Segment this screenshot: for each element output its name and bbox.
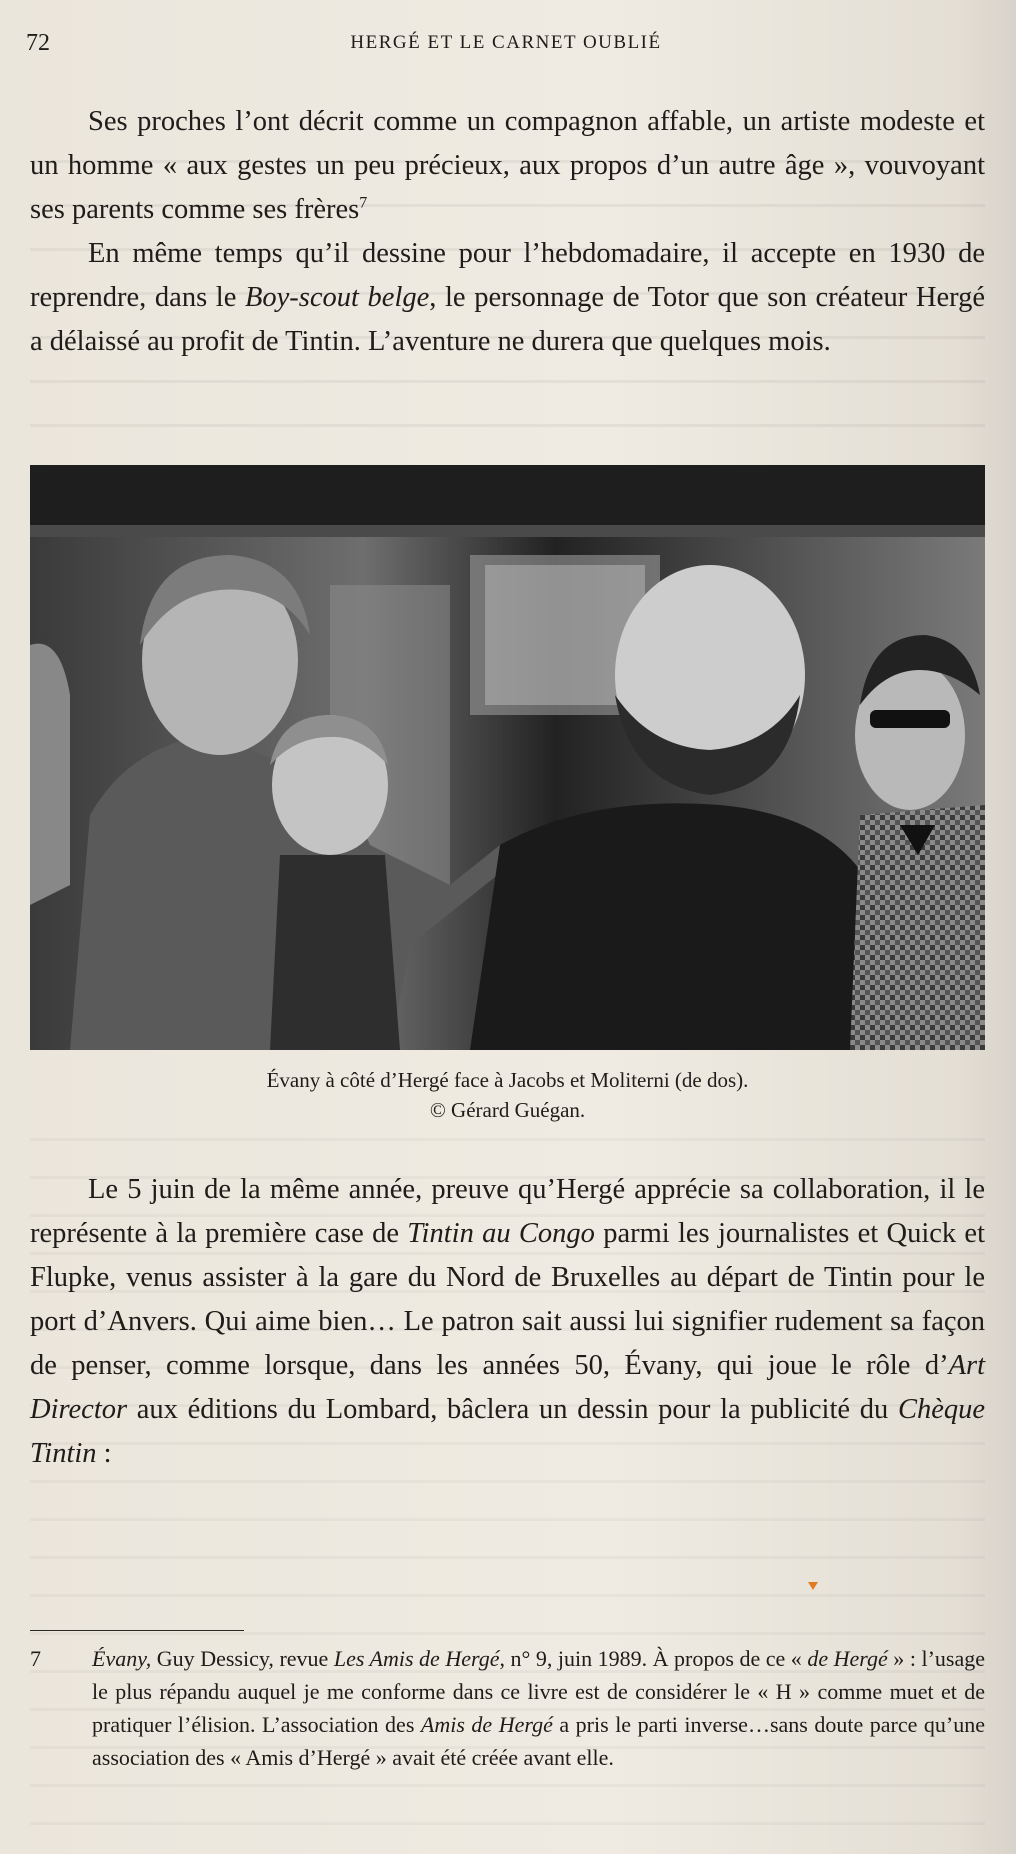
top-text-block xyxy=(30,100,985,364)
footnote-number: 7 xyxy=(30,1646,41,1671)
caption-line-1: Évany à côté d’Hergé face à Jacobs et Moliterni (de dos). xyxy=(266,1068,749,1092)
footnote-text: Évany, Guy Dessicy, revue Les Amis de Hergé, n° 9, juin 1989. À propos de ce « de Hergé » : l’usage le plus répandu auquel je me conforme dans ce livre est de considérer le « H » comme muet et de pratiquer l’élision. L’association des Amis de Hergé a pris le parti inverse…sans doute parce qu’une association des « Amis d’Hergé » avait été créée avant elle. xyxy=(92,1646,985,1770)
paragraph-2: En même temps qu’il dessine pour l’hebdomadaire, il accepte en 1930 de reprendre, dans le Boy-scout belge, le personnage de Totor que son créateur Hergé a délaissé au profit de Tintin. L’aventure ne durera que quelques mois. xyxy=(30,238,985,357)
page-header xyxy=(26,30,986,60)
page-number: 72 xyxy=(26,30,50,56)
footnote xyxy=(30,1642,985,1774)
orange-mark xyxy=(808,1582,818,1590)
bottom-text-block xyxy=(30,1168,985,1476)
photo-caption xyxy=(30,1065,985,1125)
photograph xyxy=(30,465,985,1050)
paragraph-1: Ses proches l’ont décrit comme un compagnon affable, un artiste modeste et un homme « aux gestes un peu précieux, aux propos d’un autre âge », vouvoyant ses parents comme ses frères$^7$ xyxy=(30,106,985,225)
running-title: HERGÉ ET LE CARNET OUBLIÉ xyxy=(350,32,662,53)
footnote-marker[interactable]: 7 xyxy=(359,194,368,212)
paragraph-3: Le 5 juin de la même année, preuve qu’Hergé apprécie sa collaboration, il le représente à la première case de Tintin au Congo parmi les journalistes et Quick et Flupke, venus assister à la gare du Nord de Bruxelles au départ de Tintin pour le port d’Anvers. Qui aime bien… Le patron sait aussi lui signifier rudement sa façon de penser, comme lorsque, dans les années 50, Évany, qui joue le rôle d’Art Director aux éditions du Lombard, bâclera un dessin pour la publicité du Chèque Tintin : xyxy=(30,1174,985,1469)
footnote-rule xyxy=(30,1630,244,1631)
photo-illustration xyxy=(30,465,985,1050)
caption-credit: © Gérard Guégan. xyxy=(429,1098,586,1122)
